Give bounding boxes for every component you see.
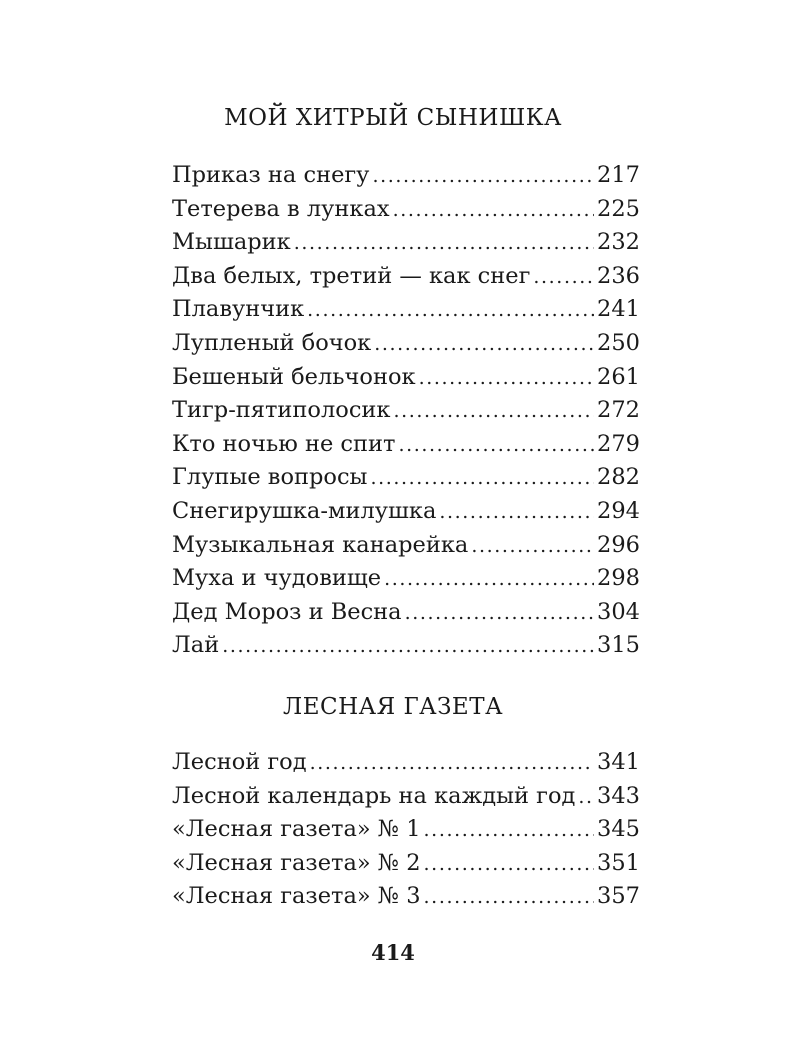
toc-entry [172, 880, 640, 914]
entry-title: Тигр-пятиполосик [172, 397, 391, 424]
entry-title: Лупленый бочок [172, 329, 372, 356]
toc-entry [172, 428, 640, 462]
toc-entry [172, 847, 640, 881]
dot-leader [294, 227, 594, 261]
toc-list [172, 746, 640, 914]
entry-title: Мышарик [172, 229, 291, 256]
entry-title: Тетерева в лунках [172, 195, 390, 222]
entry-page-number: 357 [597, 883, 640, 910]
dot-leader [578, 781, 594, 815]
entry-page-number: 345 [597, 816, 640, 843]
toc-entry [172, 746, 640, 780]
toc-entry [172, 813, 640, 847]
dot-leader [471, 530, 594, 564]
entry-title: Лесной календарь на каждый год [172, 782, 576, 809]
dot-leader [419, 362, 594, 396]
toc-entry [172, 461, 640, 495]
dot-leader [307, 294, 594, 328]
entry-page-number: 241 [597, 296, 640, 323]
toc-entry [172, 226, 640, 260]
entry-title: Муха и чудовище [172, 565, 382, 592]
toc-entry [172, 260, 640, 294]
dot-leader [370, 462, 594, 496]
entry-title: Плавунчик [172, 296, 305, 323]
toc-entry [172, 327, 640, 361]
toc-entry [172, 529, 640, 563]
dot-leader [439, 496, 594, 530]
dot-leader [372, 160, 594, 194]
dot-leader [533, 261, 594, 295]
toc-entry [172, 159, 640, 193]
toc-entry [172, 596, 640, 630]
entry-page-number: 282 [597, 464, 640, 491]
entry-page-number: 217 [597, 162, 640, 188]
entry-title: Бешеный бельчонок [172, 363, 416, 390]
dot-leader [405, 597, 594, 631]
entry-page-number: 272 [597, 397, 640, 424]
dot-leader [384, 563, 594, 597]
toc-list [172, 159, 640, 663]
toc-entry [172, 293, 640, 327]
entry-title: Глупые вопросы [172, 464, 368, 491]
entry-title: Приказ на снегу [172, 162, 370, 188]
entry-page-number: 236 [597, 262, 640, 289]
page-number: 414 [371, 940, 415, 965]
section-title: ЛЕСНАЯ ГАЗЕТА [283, 694, 503, 720]
dot-leader [222, 630, 594, 664]
entry-title: Кто ночью не спит [172, 430, 396, 457]
toc-entry [172, 629, 640, 663]
entry-title: Лесной год [172, 749, 307, 775]
dot-leader [424, 848, 595, 882]
toc-entry [172, 361, 640, 395]
entry-page-number: 294 [597, 497, 640, 524]
dot-leader [374, 328, 594, 362]
entry-title: Дед Мороз и Весна [172, 598, 402, 625]
entry-page-number: 298 [597, 565, 640, 592]
dot-leader [424, 881, 595, 915]
dot-leader [393, 194, 594, 228]
dot-leader [393, 395, 594, 429]
dot-leader [398, 429, 594, 463]
entry-page-number: 296 [597, 531, 640, 558]
entry-title: «Лесная газета» № 1 [172, 816, 421, 843]
entry-title: «Лесная газета» № 2 [172, 849, 421, 876]
entry-page-number: 250 [597, 329, 640, 356]
entry-page-number: 315 [597, 632, 640, 659]
dot-leader [310, 747, 594, 781]
section-title: МОЙ ХИТРЫЙ СЫНИШКА [224, 105, 562, 131]
toc-entry [172, 495, 640, 529]
entry-title: «Лесная газета» № 3 [172, 883, 421, 910]
entry-page-number: 225 [597, 195, 640, 222]
toc-entry [172, 394, 640, 428]
entry-page-number: 343 [597, 782, 640, 809]
entry-page-number: 232 [597, 229, 640, 256]
entry-page-number: 279 [597, 430, 640, 457]
entry-title: Снегирушка-милушка [172, 497, 437, 524]
entry-page-number: 261 [597, 363, 640, 390]
entry-page-number: 341 [597, 749, 640, 775]
entry-page-number: 304 [597, 598, 640, 625]
entry-page-number: 351 [597, 849, 640, 876]
toc-entry [172, 562, 640, 596]
entry-title: Музыкальная канарейка [172, 531, 469, 558]
entry-title: Лай [172, 632, 220, 659]
toc-entry [172, 193, 640, 227]
entry-title: Два белых, третий — как снег [172, 262, 531, 289]
dot-leader [424, 814, 595, 848]
toc-entry [172, 780, 640, 814]
